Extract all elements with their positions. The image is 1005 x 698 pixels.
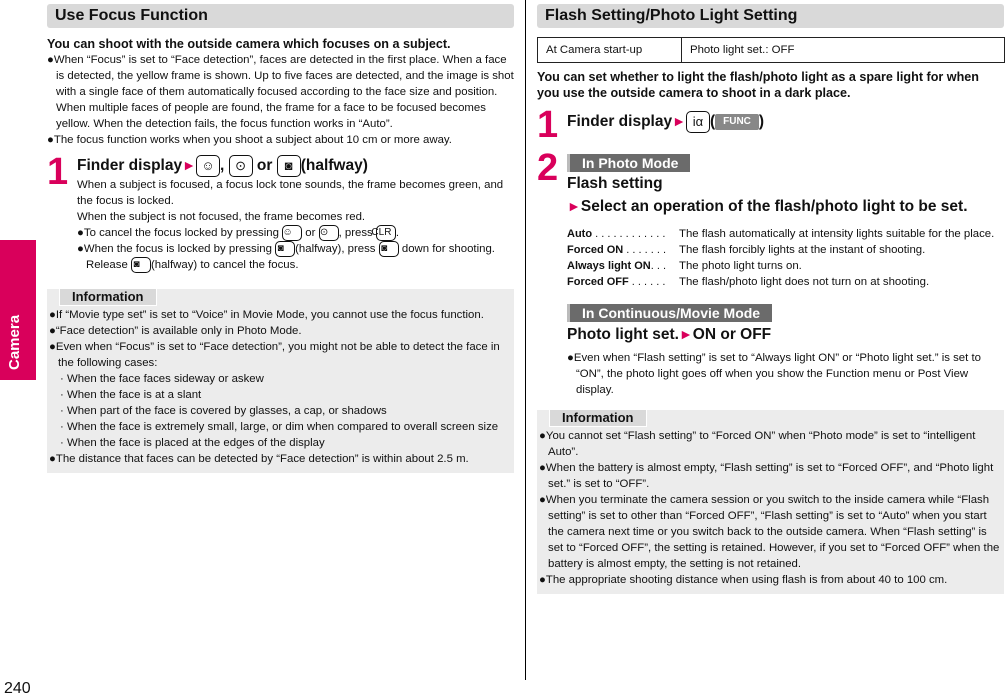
table-cell-value: Photo light set.: OFF (682, 38, 1005, 63)
step-body: When the subject is not focused, the frame becomes red. (77, 211, 366, 223)
camera-key-icon: ◙ (275, 241, 295, 257)
option-row: Forced OFF . . . . . . The flash/photo light does not turn on at shooting. (567, 276, 930, 288)
step-body: When a subject is focused, a focus lock tone sounds, the frame becomes green, and the focus is locked. (77, 179, 504, 207)
step-title: Photo light set.►ON or OFF (567, 326, 772, 343)
information-box (537, 410, 1004, 594)
step-number: 1 (47, 151, 69, 193)
info-bullet: ●Even when “Focus” is set to “Face detection”, you might not be able to detect the face in the following cases: (49, 341, 500, 370)
camera-key-icon: ◙ (379, 241, 399, 257)
information-tag: Information (549, 409, 647, 427)
arrow-icon: ► (678, 326, 693, 342)
step-bullet: ●Even when “Flash setting” is set to “Always light ON” or “Photo light set.” is set to “ON”, the photo light goes off when you show the Function menu or Post View display. (567, 352, 981, 396)
step-title: ►Select an operation of the flash/photo light to be set. (567, 198, 968, 215)
i-alpha-key-icon: iα (686, 111, 710, 133)
step-1-focus (47, 151, 514, 273)
info-bullet: ●You cannot set “Flash setting” to “Forced ON” when “Photo mode” is set to “intelligent Auto”. (539, 430, 976, 458)
table-cell-label: At Camera start-up (538, 38, 682, 63)
option-row: Auto . . . . . . . . . . . . The flash automatically at intensity lights suitable for the place. (567, 228, 995, 240)
step-bullet: ●To cancel the focus locked by pressing ☺ or ⊙ , press CLR . (77, 227, 400, 240)
info-bullet: ●If “Movie type set” is set to “Voice” in Movie Mode, you cannot use the focus function. (49, 309, 484, 322)
flash-lead: You can set whether to light the flash/photo light as a spare light for when you use the outside camera to shoot in a dark place. (537, 70, 979, 100)
flash-options (567, 226, 1004, 290)
arrow-icon: ► (672, 113, 686, 129)
step-title: Flash setting (567, 175, 663, 192)
left-column (47, 4, 514, 473)
photo-mode-tag: In Photo Mode (567, 154, 690, 172)
step-title: Finder display► ☺ , ⊙ or ◙ (halfway) (77, 154, 514, 177)
section-title-flash: Flash Setting/Photo Light Setting (537, 4, 1004, 28)
section-side-tab (0, 240, 36, 380)
info-sub-item: · When the face is placed at the edges of the display (60, 437, 325, 450)
info-bullet: ●The distance that faces can be detected by “Face detection” is within about 2.5 m. (49, 453, 469, 466)
startup-setting-table (537, 37, 1005, 63)
section-title-focus: Use Focus Function (47, 4, 514, 28)
column-divider (525, 0, 526, 680)
movie-mode-tag: In Continuous/Movie Mode (567, 304, 772, 322)
camera-key-icon: ◙ (277, 155, 301, 177)
step-1-flash (537, 104, 1004, 146)
table-row (538, 38, 1005, 63)
info-sub-item: · When part of the face is covered by glasses, a cap, or shadows (60, 405, 387, 418)
info-bullet: ●When you terminate the camera session or you switch to the inside camera while “Flash setting” is set to other than “Forced OFF”, “Flash setting” is set to “Auto” when you start the camera next time or you switch back to the outside camera. When “Flash setting” is set to “Forced OFF”, the setting is retained. However, if you set to “Forced OFF” when the battery is almost empty, the setting is not retained. (539, 494, 1000, 570)
step-title: Finder display► iα ( FUNC ) (567, 107, 1004, 136)
option-row: Always light ON. . . The photo light turns on. (567, 260, 802, 272)
info-sub-item: · When the face is extremely small, large, or dim when compared to overall screen size (60, 421, 499, 434)
step-number: 1 (537, 104, 559, 146)
camera-key-icon: ◙ (131, 257, 151, 273)
info-sub-item: · When the face faces sideway or askew (60, 373, 264, 386)
info-sub-item: · When the face is at a slant (60, 389, 202, 402)
page-number: 240 (4, 680, 31, 697)
info-bullet: ●When the battery is almost empty, “Flash setting” is set to “Forced OFF”, and “Photo light set.” is set to “OFF”. (539, 462, 994, 490)
info-bullet: ●“Face detection” is available only in Photo Mode. (49, 325, 302, 338)
arrow-icon: ► (182, 157, 196, 173)
information-box (47, 289, 514, 473)
information-tag: Information (59, 288, 157, 306)
step-2-flash (537, 147, 1004, 398)
func-key-icon: FUNC (715, 114, 759, 130)
face-key-icon: ☺ (282, 225, 302, 241)
option-row: Forced ON . . . . . . . The flash forcibly lights at the instant of shooting. (567, 244, 926, 256)
center-key-icon: ⊙ (319, 225, 339, 241)
focus-lead: You can shoot with the outside camera which focuses on a subject. (47, 37, 451, 51)
face-key-icon: ☺ (196, 155, 220, 177)
center-key-icon: ⊙ (229, 155, 253, 177)
focus-bullet: ●The focus function works when you shoot a subject about 10 cm or more away. (47, 134, 452, 146)
step-bullet: ●When the focus is locked by pressing ◙ (halfway), press ◙ down for shooting. Release ◙ (halfway) to cancel the focus. (77, 243, 495, 272)
info-bullet: ●The appropriate shooting distance when using flash is from about 40 to 100 cm. (539, 574, 948, 586)
clr-key-icon: CLR (376, 225, 396, 241)
step-number: 2 (537, 147, 559, 189)
side-tab-label: Camera (6, 314, 23, 370)
focus-bullet: ●When “Focus” is set to “Face detection”, faces are detected in the first place. When a face is detected, the yellow frame is shown. Up to five faces are detected, and the image is shot with a single face of them automatically focused according to the face size and position. When multiple faces of people are found, the frame for a face to be focused becomes yellow. When the detection fails, the focus function works in “Auto”. (47, 54, 514, 130)
right-column (537, 4, 1004, 594)
arrow-icon: ► (567, 198, 581, 214)
